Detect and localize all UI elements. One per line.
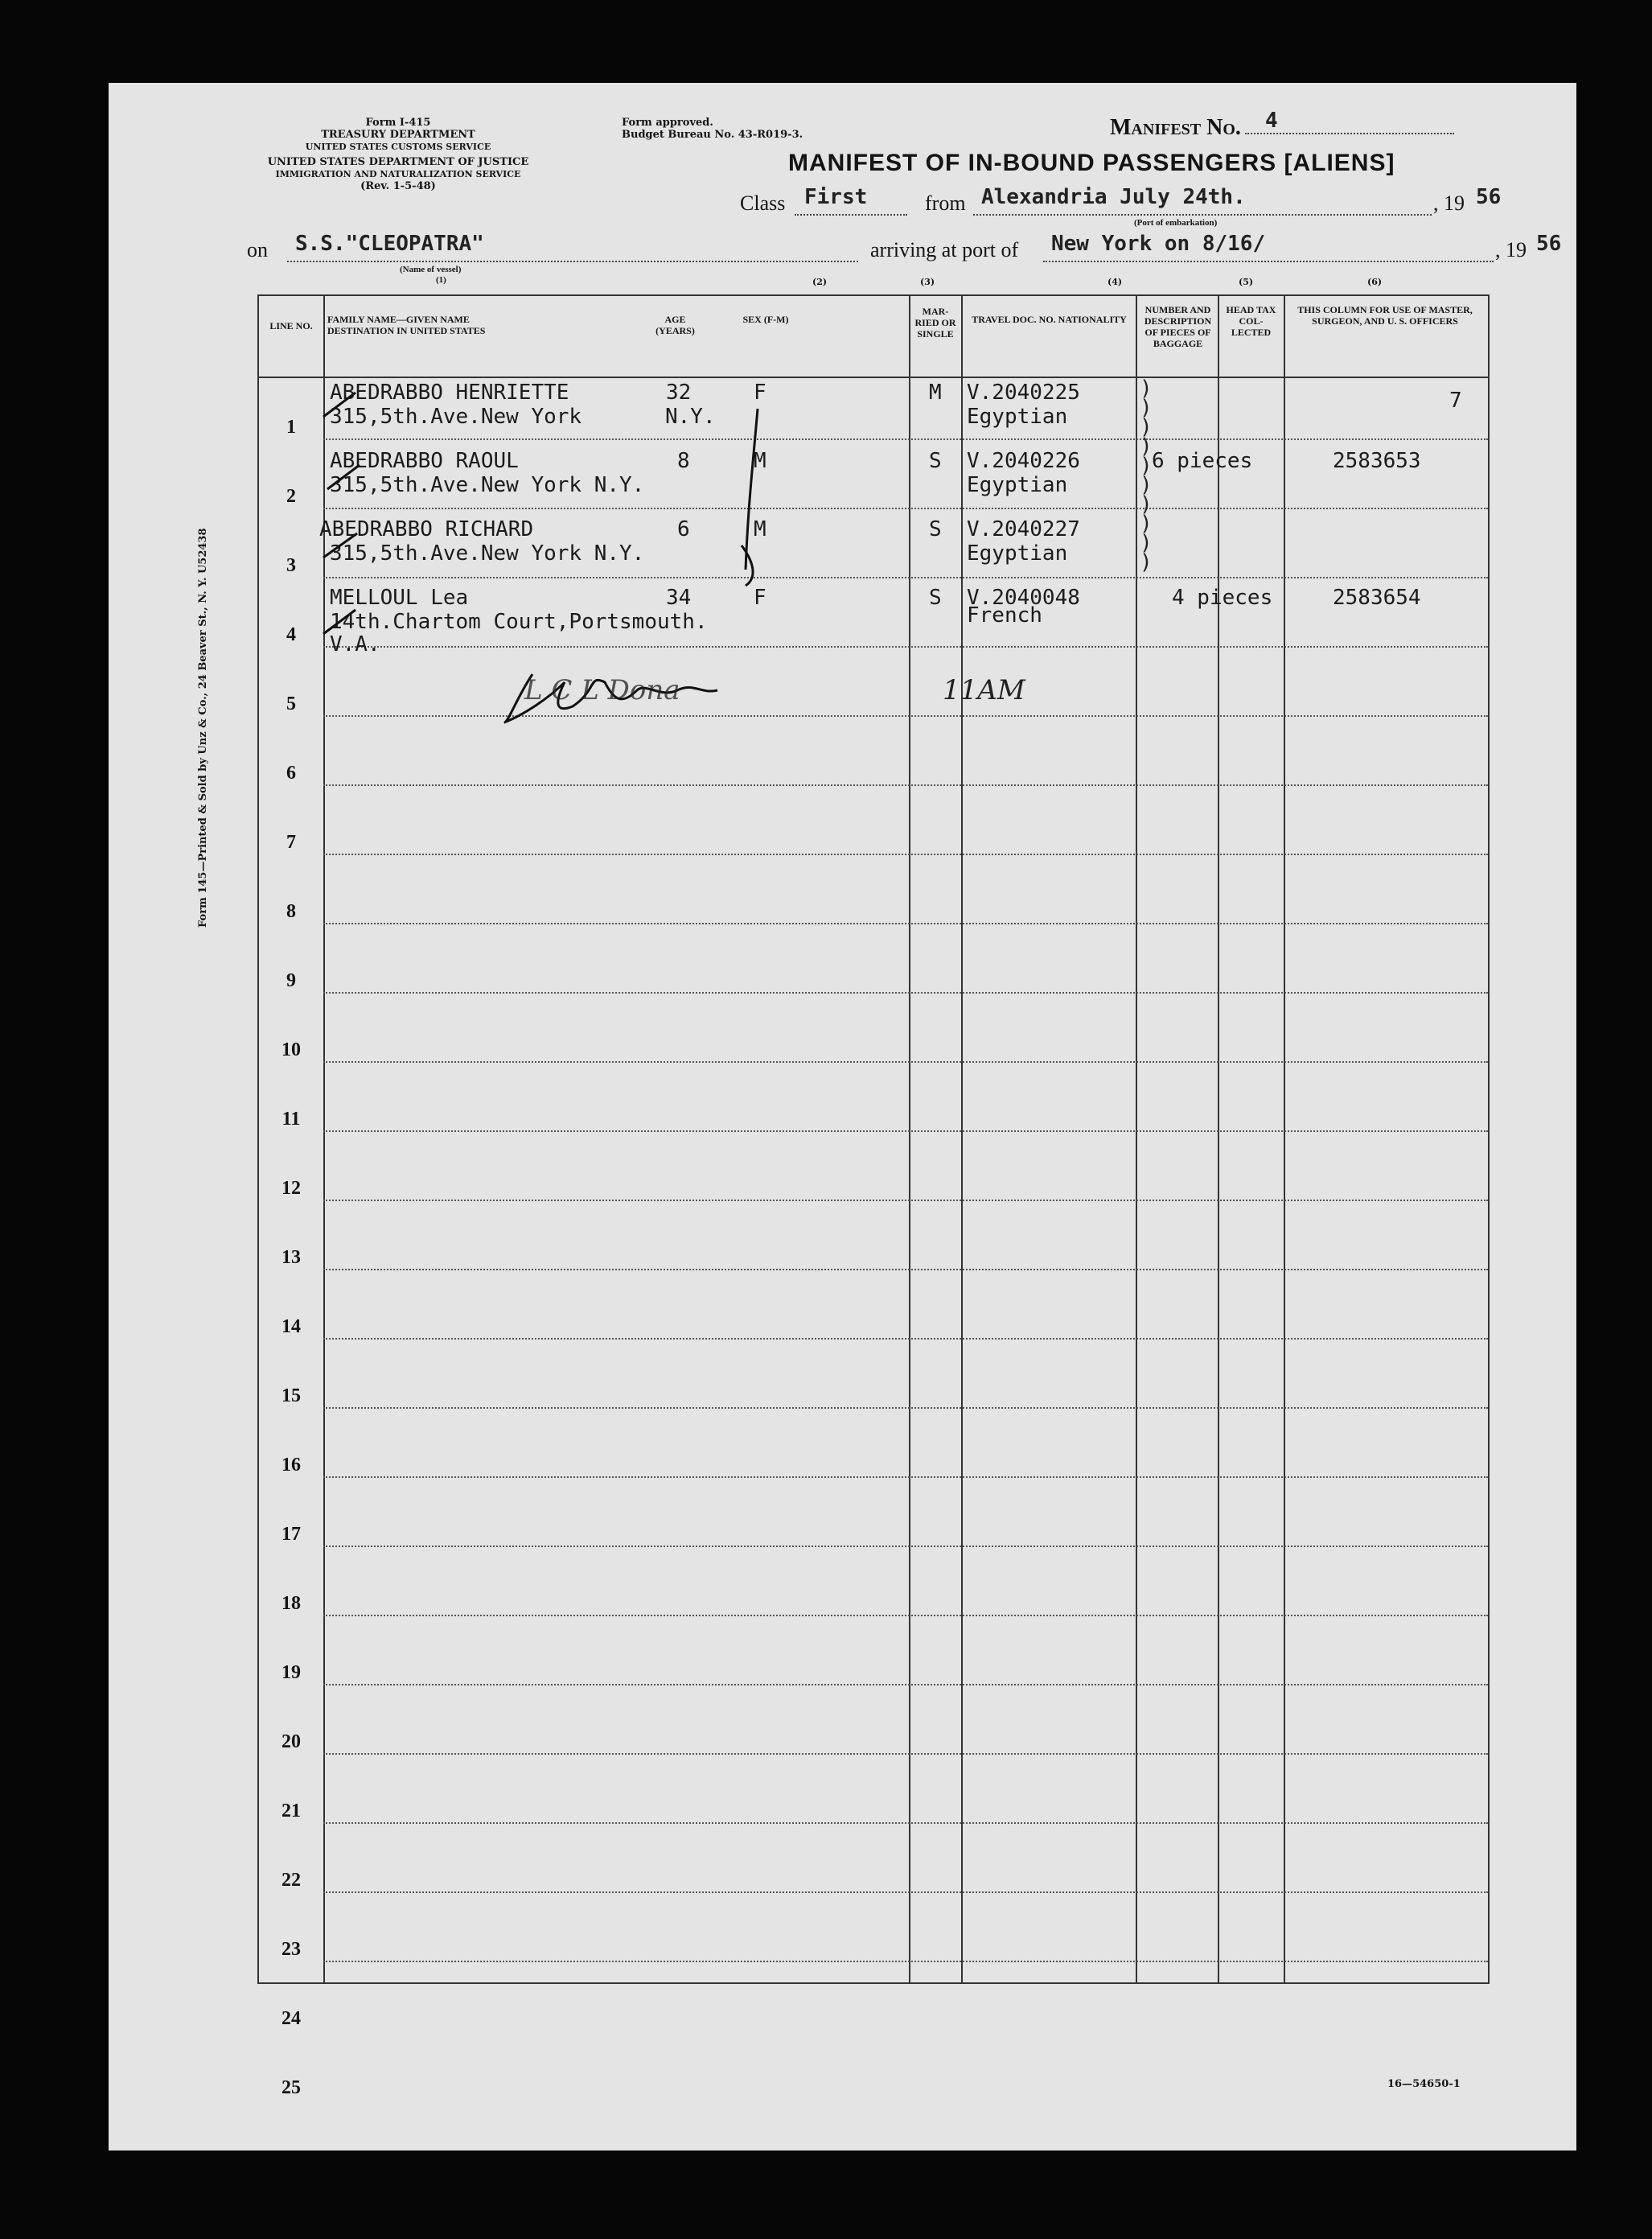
header-head-tax: HEAD TAX COL- LECTED: [1226, 304, 1276, 338]
passenger-marital-status: S: [929, 449, 942, 473]
vessel-year-prefix: , 19: [1495, 238, 1527, 261]
passenger-name: MELLOUL Lea: [330, 586, 469, 610]
manifest-number: 4: [1265, 109, 1278, 133]
passenger-sex: F: [754, 381, 766, 405]
officer-notation: 2583653: [1333, 449, 1421, 473]
vessel-column-number: (1): [436, 275, 446, 285]
column-number-3: (3): [920, 277, 935, 287]
row-number: 10: [281, 1039, 301, 1060]
manifest-number-line: [1110, 109, 1454, 141]
row-number: 3: [286, 555, 296, 576]
vessel-year: 56: [1536, 232, 1562, 256]
row-number: 13: [281, 1247, 301, 1268]
row-number: 14: [281, 1316, 301, 1337]
signature-text: L C L Dona: [524, 674, 680, 706]
footer-code: 16—54650-1: [1387, 2078, 1461, 2090]
row-number: 16: [281, 1455, 301, 1476]
class-value: First: [804, 185, 868, 209]
column-number-5: (5): [1239, 277, 1254, 287]
row-number: 6: [286, 763, 296, 784]
column-number-6: (6): [1367, 277, 1383, 287]
passenger-destination: 14th.Chartom Court,Portsmouth.: [330, 610, 708, 634]
class-line: [740, 185, 1576, 228]
page-title: MANIFEST OF IN-BOUND PASSENGERS [ALIENS]: [788, 150, 1395, 176]
baggage-description: 4 pieces: [1172, 586, 1273, 610]
class-label: Class: [740, 191, 786, 215]
nationality: Egyptian: [967, 541, 1068, 566]
justice-dept: UNITED STATES DEPARTMENT OF JUSTICE: [267, 156, 529, 168]
side-print: Form 145—Printed & Sold by Unz & Co., 24 Beaver St., N. Y. U52438: [197, 528, 209, 928]
passenger-age: 34: [666, 586, 692, 610]
passenger-marital-status: S: [929, 517, 942, 541]
treasury-dept: TREASURY DEPARTMENT: [321, 129, 475, 141]
class-year-prefix: , 19: [1433, 191, 1465, 215]
signature-time-note: 11AM: [943, 674, 1025, 706]
customs-service: UNITED STATES CUSTOMS SERVICE: [305, 142, 491, 152]
row-number: 11: [281, 1109, 301, 1130]
handwritten-check-marks: [307, 377, 822, 650]
approval-block: [622, 117, 803, 141]
row-number: 19: [281, 1662, 301, 1683]
class-year: 56: [1476, 185, 1502, 209]
row-number: 7: [286, 832, 296, 853]
column-number-2: (2): [812, 277, 828, 287]
row-number: 23: [281, 1939, 301, 1960]
row-number: 22: [281, 1870, 301, 1891]
header-baggage: NUMBER AND DESCRIPTION OF PIECES OF BAGGAGE: [1144, 304, 1212, 349]
header-line-no: LINE NO.: [269, 320, 313, 331]
row-number: 21: [281, 1801, 301, 1821]
officer-notation: 2583654: [1333, 586, 1421, 610]
embarkation-port: Alexandria July 24th.: [981, 185, 1246, 209]
baggage-description: 6 pieces: [1152, 449, 1253, 473]
travel-doc-number: V.2040227: [967, 517, 1080, 541]
nationality: Egyptian: [967, 473, 1068, 497]
travel-doc-number: V.2040225: [967, 381, 1080, 405]
passenger-sex: M: [754, 517, 766, 541]
header-officers: THIS COLUMN FOR USE OF MASTER, SURGEON, AND U. S. OFFICERS: [1297, 304, 1473, 327]
vessel-name: S.S."CLEOPATRA": [295, 232, 484, 256]
officer-notation: 7: [1449, 389, 1462, 413]
passenger-age: 32: [666, 381, 692, 405]
travel-doc-number: V.2040048: [967, 586, 1080, 610]
column-number-4: (4): [1107, 277, 1123, 287]
header-age: AGE (YEARS): [655, 314, 695, 336]
row-number: 25: [281, 2077, 301, 2098]
row-number: 15: [281, 1385, 301, 1406]
row-number: 8: [286, 901, 296, 922]
baggage-bracket: ) ) ) ) ) ) ) ) ) ): [1140, 377, 1153, 574]
row-number: 9: [286, 970, 296, 991]
travel-doc-number: V.2040226: [967, 449, 1080, 473]
header-sex: SEX (F-M): [742, 314, 789, 325]
arrival-port: New York on 8/16/: [1051, 232, 1266, 256]
on-label: on: [247, 238, 268, 261]
passenger-sex: M: [754, 449, 766, 473]
nationality: Egyptian: [967, 405, 1068, 429]
row-number: 17: [281, 1524, 301, 1545]
passenger-destination: 315,5th.Ave.New York N.Y.: [330, 473, 645, 497]
vessel-caption: (Name of vessel): [400, 265, 462, 274]
form-number: Form I-415: [365, 117, 431, 129]
passenger-destination-state: N.Y.: [665, 405, 716, 429]
row-number: 12: [281, 1178, 301, 1199]
form-block: [237, 117, 559, 192]
row-number: 5: [286, 694, 296, 714]
passenger-name: ABEDRABBO RAOUL: [330, 449, 519, 473]
revision-date: (Rev. 1-5-48): [360, 180, 436, 192]
passenger-age: 8: [677, 449, 690, 473]
passenger-destination-state: V.A.: [330, 632, 380, 656]
passenger-sex: F: [754, 586, 766, 610]
from-label: from: [925, 191, 966, 215]
passenger-marital-status: S: [929, 586, 942, 610]
row-number: 1: [286, 417, 296, 438]
manifest-label: Manifest No.: [1110, 115, 1241, 140]
budget-bureau: Budget Bureau No. 43-R019-3.: [622, 129, 803, 141]
header-name: FAMILY NAME—GIVEN NAME DESTINATION IN UNITED STATES: [327, 314, 486, 336]
row-number: 4: [286, 624, 296, 645]
row-number: 20: [281, 1731, 301, 1752]
manifest-page: [109, 83, 1576, 2151]
nationality: French: [967, 603, 1042, 628]
passenger-name: ABEDRABBO HENRIETTE: [330, 381, 569, 405]
passenger-destination: 315,5th.Ave.New York: [330, 405, 582, 429]
vessel-line: [247, 232, 1576, 285]
passenger-age: 6: [677, 517, 690, 541]
header-married: MAR- RIED OR SINGLE: [914, 306, 956, 340]
passenger-marital-status: M: [929, 381, 942, 405]
embarkation-caption: (Port of embarkation): [1134, 218, 1218, 228]
header-travel-doc: TRAVEL DOC. NO. NATIONALITY: [972, 314, 1127, 325]
approval-line: Form approved.: [622, 117, 713, 129]
row-number: 24: [281, 2008, 301, 2029]
passenger-name: ABEDRABBO RICHARD: [319, 517, 534, 541]
passenger-destination: 315,5th.Ave.New York N.Y.: [330, 541, 645, 566]
arriving-label: arriving at port of: [870, 238, 1019, 261]
row-number: 2: [286, 486, 296, 507]
row-number: 18: [281, 1593, 301, 1614]
ins-service: IMMIGRATION AND NATURALIZATION SERVICE: [275, 169, 521, 179]
